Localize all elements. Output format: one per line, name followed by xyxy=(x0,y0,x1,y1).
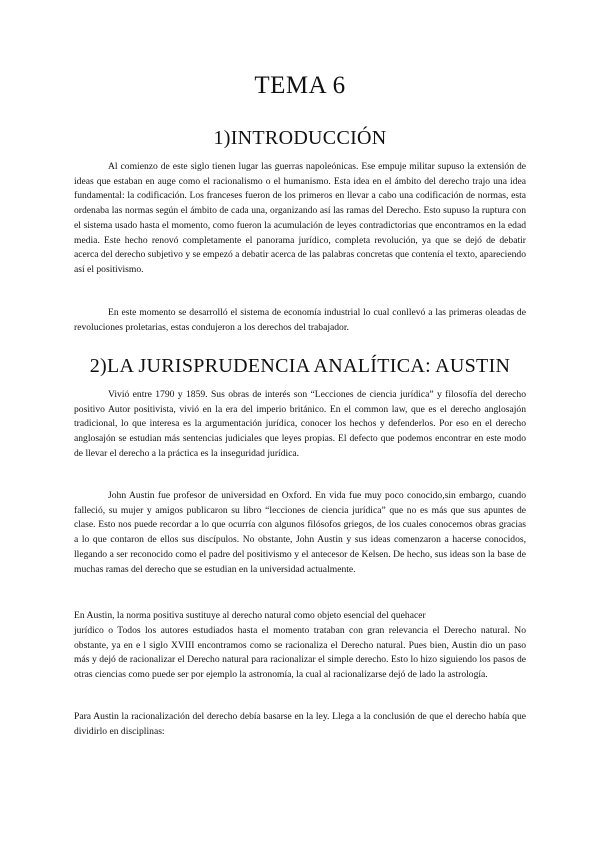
document-title: TEMA 6 xyxy=(254,72,346,99)
paragraph: Para Austin la racionalización del derecho debía basarse en la ley. Llega a la conclusión de que el derecho había que dividirlo en disciplinas: xyxy=(74,711,526,737)
paragraph: John Austin fue profesor de universidad en Oxford. En vida fue muy poco conocido,sin embargo, cuando falleció, su mujer y amigos publicaron su libro “lecciones de ciencia jurídica” que no es más que sus apuntes de clase. Esto nos puede recordar a lo que ocurría con algunos filósofos griegos, de los cuales conocemos obras gracias a lo que contaron de ellos sus discípulos. No obstante, John Austin y sus ideas comenzaron a hacerse conocidos, llegando a ser reconocido como el padre del positivismo y el antecesor de Kelsen. De hecho, sus ideas son la base de muchas ramas del derecho que se estudian en la universidad actualmente. xyxy=(74,490,526,575)
paragraph: En Austin, la norma positiva sustituye al derecho natural como objeto esencial del quehacer xyxy=(74,610,426,621)
paragraph: Al comienzo de este siglo tienen lugar las guerras napoleónicas. Ese empuje militar supuso la extensión de ideas que estaban en auge como el racionalismo o el humanismo. Esta idea en el ámbito del derecho trajo una idea fundamental: la codificación. Los franceses fueron de los primeros en llevar a cabo una codificación de normas, esta ordenaba las normas según el ámbito de cada una, organizando así las ramas del Derecho. Esto supuso la ruptura con el sistema usado hasta el momento, como fueron la acumulación de leyes contradictorias que encontramos en la edad media. Este hecho renovó completamente el panorama jurídico, completa revolución, ya que se dejó de debatir acerca del derecho subjetivo y se empezó a debatir acerca de las palabras concretas que contenía el texto, apareciendo así el positivismo. xyxy=(74,161,526,275)
paragraph: jurídico o Todos los autores estudiados hasta el momento trataban con gran relevancia el Derecho natural. No obstante, ya en e l siglo XVIII encontramos como se racionaliza el Derecho natural. Pues bien, Austin dio un paso más y dejó de racionalizar el Derecho natural para racionalizar el simple derecho. Esto lo hizo siguiendo los pasos de otras ciencias como puede ser por ejemplo la astronomía, la cual al racionalizarse dejó de lado la astrología. xyxy=(74,625,526,681)
section-heading-introduccion: 1)INTRODUCCIÓN xyxy=(213,127,387,149)
paragraph: En este momento se desarrolló el sistema de economía industrial lo cual conllevó a las primeras oleadas de revoluciones proletarias, estas condujeron a los derechos del trabajador. xyxy=(74,307,526,333)
paragraph: Vivió entre 1790 y 1859. Sus obras de interés son “Lecciones de ciencia jurídica” y filosofía del derecho positivo Autor positivista, vivió en la era del imperio británico. En el common law, que es el derecho anglosajón tradicional, lo que interesa es la argumentación jurídica, conocer los hechos y defenderlos. Por eso en el derecho anglosajón se estudian más sentencias judiciales que leyes propias. El defecto que podemos encontrar en este modo de llevar el derecho a la práctica es la inseguridad jurídica. xyxy=(74,389,526,459)
section-heading-jurisprudencia-analitica: 2)LA JURISPRUDENCIA ANALÍTICA: AUSTIN xyxy=(89,355,511,377)
